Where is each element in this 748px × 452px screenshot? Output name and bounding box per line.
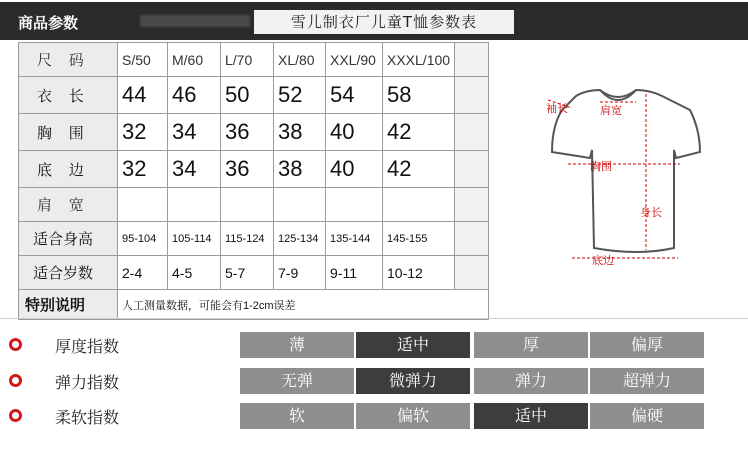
size-cell: M/60 [168,43,221,77]
blank-cell [455,188,489,222]
sleeve-label: 袖长 [546,102,568,115]
bullet-icon [9,374,22,387]
elasticity-index-row [0,368,748,394]
product-params-label: 商品参数 [18,14,79,32]
size-cell: XL/80 [274,43,326,77]
note-row [19,290,489,320]
table-cell: 46 [168,77,221,114]
table-cell [326,188,383,222]
table-cell: 32 [118,151,168,188]
table-cell: 32 [118,114,168,151]
table-cell: 5-7 [221,256,274,290]
blank-cell [455,256,489,290]
thickness-option: 厚 [474,332,588,358]
shoulder-row-label: 肩 宽 [19,188,118,222]
thickness-index-row [0,332,748,358]
table-cell: 42 [383,151,455,188]
table-cell: 40 [326,151,383,188]
table-cell: 40 [326,114,383,151]
table-cell: 54 [326,77,383,114]
shoulder-row [19,188,489,222]
table-cell: 34 [168,114,221,151]
size-row-label: 尺 码 [19,43,118,77]
chest-row [19,114,489,151]
table-cell [383,188,455,222]
table-cell: 115-124 [221,222,274,256]
size-cell: XXXL/100 [383,43,455,77]
size-row [19,43,489,77]
size-cell: XXL/90 [326,43,383,77]
table-cell: 9-11 [326,256,383,290]
softness-label: 柔软指数 [55,408,120,427]
softness-option-selected: 适中 [474,403,588,429]
table-cell [118,188,168,222]
thickness-option: 偏厚 [590,332,704,358]
table-cell [168,188,221,222]
table-cell: 38 [274,151,326,188]
table-cell: 2-4 [118,256,168,290]
table-cell: 145-155 [383,222,455,256]
table-cell: 4-5 [168,256,221,290]
elasticity-option: 超弹力 [590,368,704,394]
note-text: 人工测量数据，可能会有1-2cm误差 [118,290,489,320]
elasticity-label: 弹力指数 [55,373,120,392]
thickness-option: 薄 [240,332,354,358]
note-label: 特别说明 [19,290,118,320]
length-row-label: 衣 长 [19,77,118,114]
table-cell [221,188,274,222]
length-label: 身长 [640,206,662,219]
blurred-store-name [140,15,250,27]
tshirt-diagram [528,80,738,280]
table-cell: 58 [383,77,455,114]
hem-label: 底边 [592,254,614,267]
table-cell: 95-104 [118,222,168,256]
chest-label: 胸围 [590,160,612,173]
hem-row-label: 底 边 [19,151,118,188]
age-row-label: 适合岁数 [19,256,118,290]
shoulder-label: 肩宽 [600,104,622,117]
bullet-icon [9,409,22,422]
hem-row [19,151,489,188]
bullet-icon [9,338,22,351]
table-cell: 36 [221,151,274,188]
elasticity-option: 无弹 [240,368,354,394]
blank-cell [455,114,489,151]
table-cell: 44 [118,77,168,114]
table-cell: 135-144 [326,222,383,256]
table-cell: 105-114 [168,222,221,256]
blank-cell [455,77,489,114]
blank-cell [455,151,489,188]
elasticity-option-selected: 微弹力 [356,368,470,394]
table-cell: 42 [383,114,455,151]
thickness-option-selected: 适中 [356,332,470,358]
chest-row-label: 胸 围 [19,114,118,151]
blank-cell [455,222,489,256]
table-cell: 38 [274,114,326,151]
softness-index-row [0,403,748,429]
elasticity-option: 弹力 [474,368,588,394]
size-cell: L/70 [221,43,274,77]
length-row [19,77,489,114]
softness-option: 偏软 [356,403,470,429]
height-row [19,222,489,256]
table-cell: 125-134 [274,222,326,256]
table-cell: 36 [221,114,274,151]
size-table [18,42,489,320]
table-cell: 34 [168,151,221,188]
height-row-label: 适合身高 [19,222,118,256]
softness-option: 偏硬 [590,403,704,429]
table-cell: 10-12 [383,256,455,290]
size-cell: S/50 [118,43,168,77]
blank-cell [455,43,489,77]
header-bar [0,2,748,40]
softness-option: 软 [240,403,354,429]
table-cell: 50 [221,77,274,114]
section-divider [0,318,748,319]
table-cell: 52 [274,77,326,114]
thickness-label: 厚度指数 [55,337,120,356]
table-cell [274,188,326,222]
table-cell: 7-9 [274,256,326,290]
age-row [19,256,489,290]
page-title: 雪儿制衣厂儿童T恤参数表 [254,10,514,34]
